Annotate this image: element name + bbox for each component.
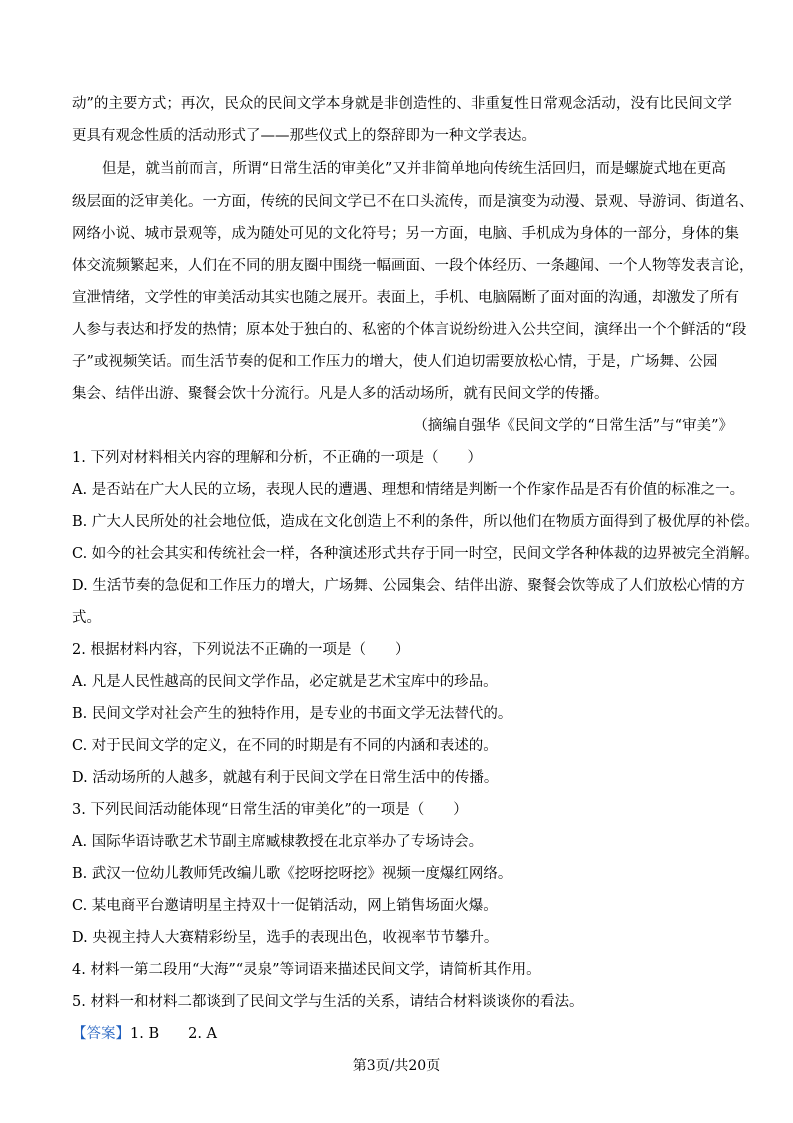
question-option: B. 武汉一位幼儿教师凭改编儿歌《挖呀挖呀挖》视频一度爆红网络。: [72, 866, 513, 882]
passage-line: 宣泄情绪，文学性的审美活动其实也随之展开。表面上，手机、电脑隔断了面对面的沟通，却激发了所有: [72, 290, 739, 306]
question-stem: 2. 根据材料内容，下列说法不正确的一项是（ ）: [72, 642, 410, 658]
answer-line: [72, 1024, 217, 1044]
question-stem: 5. 材料一和材料二都谈到了民间文学与生活的关系，请结合材料谈谈你的看法。: [72, 994, 584, 1010]
passage-line: 网络小说、城市景观等，成为随处可见的文化符号；另一方面，电脑、手机成为身体的一部分，身体的集: [72, 226, 739, 242]
page-number: 第3页/共20页: [352, 1058, 441, 1074]
question-option: B. 民间文学对社会产生的独特作用，是专业的书面文学无法替代的。: [72, 706, 513, 722]
question-option: D. 央视主持人大赛精彩纷呈，选手的表现出色，收视率节节攀升。: [72, 930, 499, 946]
passage-line: 级层面的泛审美化。一方面，传统的民间文学已不在口头流传，而是演变为动漫、景观、导游词、街道名、: [72, 194, 754, 210]
answer-tag: 【答案】: [72, 1026, 130, 1042]
passage-line: 子”或视频笑话。而生活节奏的促和工作压力的增大，使人们迫切需要放松心情，于是，广场舞、公园: [72, 354, 718, 370]
passage-line: 体交流频繁起来，人们在不同的朋友圈中围绕一幅画面、一段个体经历、一条趣闻、一个人物等发表言论，: [72, 258, 754, 274]
question-option: C. 如今的社会其实和传统社会一样，各种演述形式共存于同一时空，民间文学各种体裁的边界被完全消解。: [72, 546, 759, 562]
question-option-continued: 式。: [72, 610, 101, 626]
passage-line: 人参与表达和抒发的热情；原本处于独白的、私密的个体言说纷纷进入公共空间，演绎出一个个鲜活的“段: [72, 322, 747, 338]
passage-line: 集会、结伴出游、聚餐会饮十分流行。凡是人多的活动场所，就有民间文学的传播。: [72, 386, 609, 402]
question-option: A. 是否站在广大人民的立场，表现人民的遭遇、理想和情绪是判断一个作家作品是否有价值的标准之一。: [72, 482, 745, 498]
question-option: B. 广大人民所处的社会地位低，造成在文化创造上不利的条件，所以他们在物质方面得到了极优厚的补偿。: [72, 514, 759, 530]
passage-line: 更具有观念性质的活动形式了——那些仪式上的祭辞即为一种文学表达。: [72, 128, 536, 144]
passage-line: 动”的主要方式；再次，民众的民间文学本身就是非创造性的、非重复性日常观念活动，没有比民间文学: [72, 96, 732, 112]
question-option: A. 国际华语诗歌艺术节副主席臧棣教授在北京举办了专场诗会。: [72, 834, 484, 850]
question-option: A. 凡是人民性越高的民间文学作品，必定就是艺术宝库中的珍品。: [72, 674, 498, 690]
question-option: D. 活动场所的人越多，就越有利于民间文学在日常生活中的传播。: [72, 770, 499, 786]
question-option: D. 生活节奏的急促和工作压力的增大，广场舞、公园集会、结伴出游、聚餐会饮等成了人们放松心情的方: [72, 578, 745, 594]
question-stem: 4. 材料一第二段用“大海”“灵泉”等词语来描述民间文学，请简析其作用。: [72, 962, 541, 978]
question-option: C. 对于民间文学的定义，在不同的时期是有不同的内涵和表述的。: [72, 738, 498, 754]
passage-line: 但是，就当前而言，所谓“日常生活的审美化”又并非简单地向传统生活回归，而是螺旋式地在更高: [102, 161, 726, 177]
passage-source: （摘编自强华《民间文学的“日常生活”与“审美”》: [413, 418, 733, 434]
question-option: C. 某电商平台邀请明星主持双十一促销活动，网上销售场面火爆。: [72, 898, 498, 914]
question-stem: 3. 下列民间活动能体现“日常生活的审美化”的一项是（ ）: [72, 802, 468, 818]
question-stem: 1. 下列对材料相关内容的理解和分析，不正确的一项是（ ）: [72, 450, 482, 466]
answer-text: 1. B 2. A: [130, 1026, 218, 1042]
